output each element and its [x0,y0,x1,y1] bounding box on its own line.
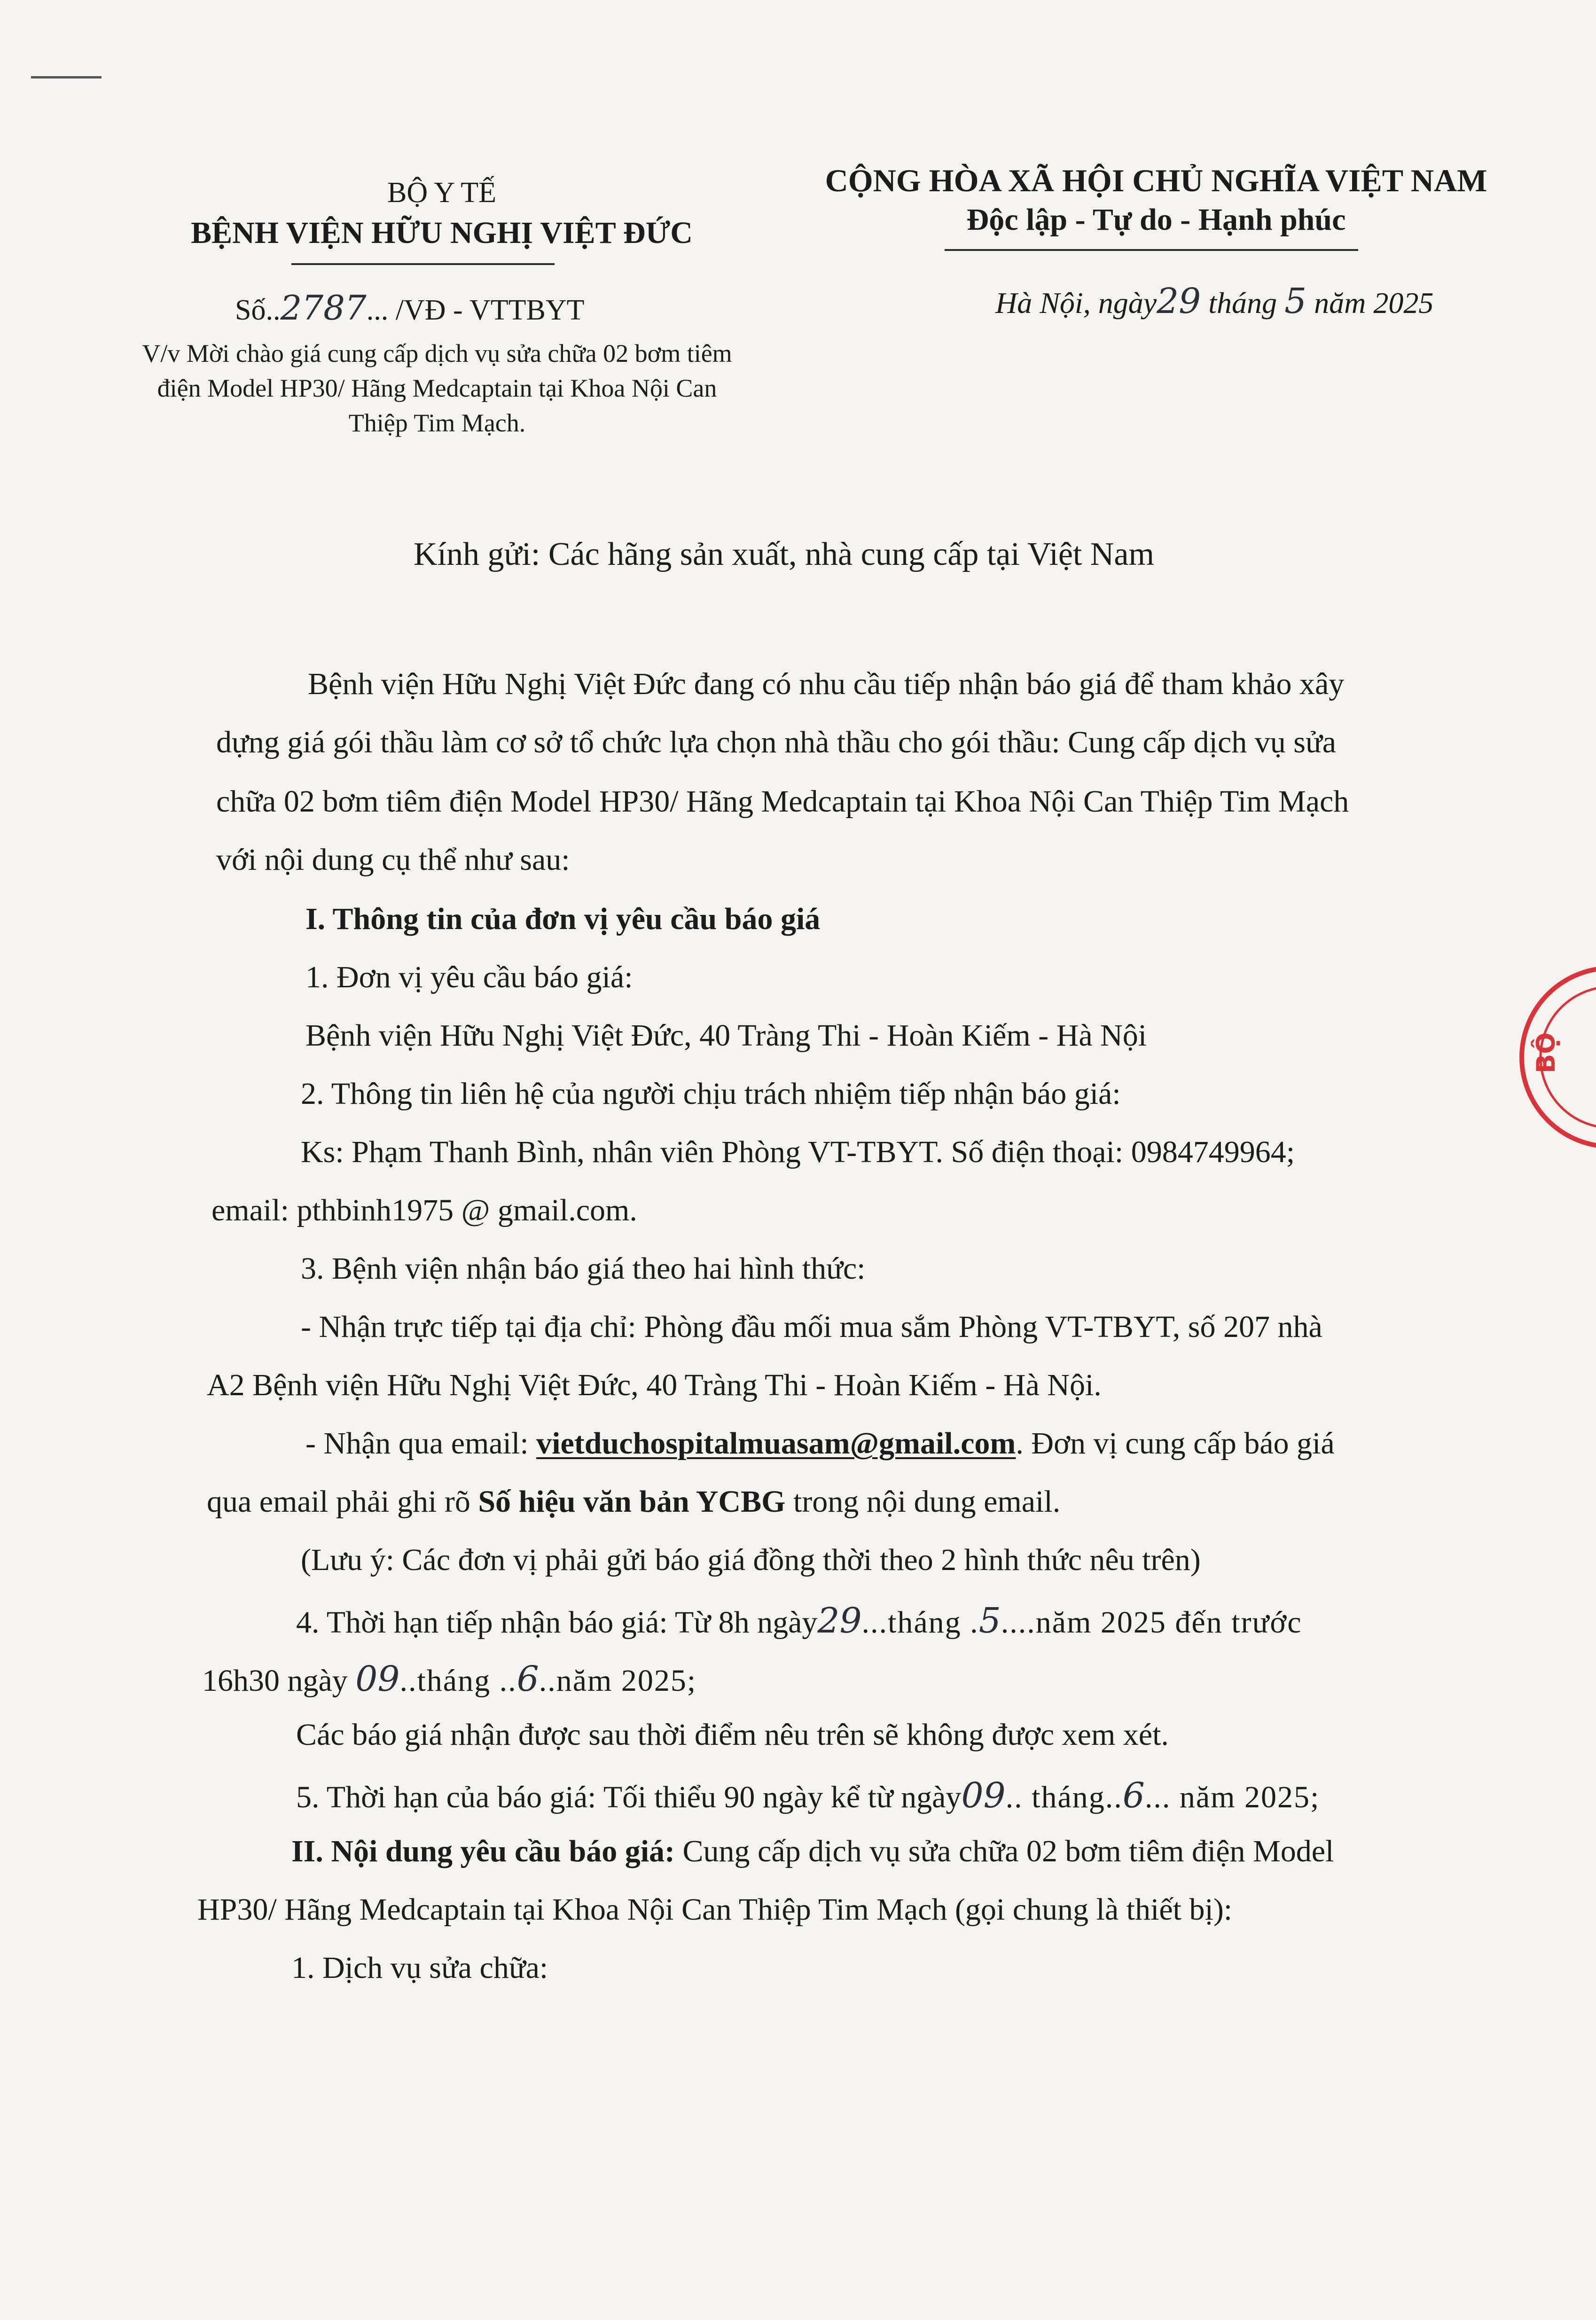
motto: Độc lập - Tự do - Hạnh phúc [966,203,1346,237]
item-4-line-2 [202,1659,696,1699]
date-prefix: Hà Nội, ngày [995,286,1157,320]
email-line-2-bold: Số hiệu văn bản YCBG [478,1484,786,1519]
section-2-title: II. Nội dung yêu cầu báo giá: [291,1834,675,1868]
item-4-line-2-suffix: ..năm 2025; [539,1664,697,1698]
item-4-line-2-mid: ..tháng .. [399,1664,517,1698]
subject-line-2: điện Model HP30/ Hãng Medcaptain tại Khoa Nội Can [157,374,717,402]
item-3-direct-line-1: - Nhận trực tiếp tại địa chỉ: Phòng đầu mối mua sắm Phòng VT-TBYT, số 207 nhà [301,1310,1322,1344]
item-2-line-1: Ks: Phạm Thanh Bình, nhân viên Phòng VT-TBYT. Số điện thoại: 0984749964; [301,1135,1295,1169]
email-suffix: . Đơn vị cung cấp báo giá [1016,1426,1335,1461]
subject-line-3: Thiệp Tim Mạch. [348,409,526,437]
subject-line-1: V/v Mời chào giá cung cấp dịch vụ sửa chữa 02 bơm tiêm [142,339,732,367]
item-4-prefix: 4. Thời hạn tiếp nhận báo giá: Từ 8h ngày [296,1605,818,1640]
item-5-suffix: ... năm 2025; [1144,1780,1320,1814]
item-4-note: Các báo giá nhận được sau thời điểm nêu trên sẽ không được xem xét. [296,1718,1169,1752]
date-month-label: tháng [1208,286,1277,320]
item-1-value: Bệnh viện Hữu Nghị Việt Đức, 40 Tràng Thi - Hoàn Kiếm - Hà Nội [305,1018,1147,1053]
hospital-underline [291,263,555,265]
item-5-day: 09 [961,1775,1006,1816]
email-line-2-prefix: qua email phải ghi rõ [207,1484,478,1519]
item-5-prefix: 5. Thời hạn của báo giá: Tối thiểu 90 ngày kể từ ngày [296,1780,962,1814]
item-5-month: 6 [1122,1775,1145,1816]
email-line-2-suffix: trong nội dung email. [785,1484,1061,1519]
item-1-label: 1. Đơn vị yêu cầu báo giá: [305,960,633,994]
item-4-day: 29 [817,1601,862,1641]
email-prefix: - Nhận qua email: [305,1426,537,1461]
intro-line-4: với nội dung cụ thể như sau: [216,843,570,877]
seal-text: BỘ [1531,1032,1561,1073]
scan-mark [31,76,102,78]
item-4-end-day: 09 [355,1659,400,1699]
section-1-title: I. Thông tin của đơn vị yêu cầu báo giá [305,902,821,936]
date-day: 29 [1157,281,1201,321]
intro-line-2: dựng giá gói thầu làm cơ sở tổ chức lựa chọn nhà thầu cho gói thầu: Cung cấp dịch vụ sửa [216,725,1337,759]
recipient: Kính gửi: Các hãng sản xuất, nhà cung cấp tại Việt Nam [414,536,1154,572]
section-2-item-1: 1. Dịch vụ sửa chữa: [291,1951,548,1985]
item-3-email-line [305,1426,1335,1461]
item-4-end-month: 6 [516,1659,539,1699]
item-3-label: 3. Bệnh viện nhận báo giá theo hai hình thức: [301,1251,866,1286]
item-4-line-1 [296,1601,1302,1641]
number-prefix: Số.. [235,294,281,326]
hospital-name: BỆNH VIỆN HỮU NGHỊ VIỆT ĐỨC [191,216,693,250]
item-4-mid-1: ...tháng . [861,1605,979,1640]
item-5-mid: .. tháng.. [1005,1780,1123,1814]
section-2-line-2: HP30/ Hãng Medcaptain tại Khoa Nội Can Thiệp Tim Mạch (gọi chung là thiết bị): [197,1892,1233,1927]
item-3-direct-line-2: A2 Bệnh viện Hữu Nghị Việt Đức, 40 Tràng Thi - Hoàn Kiếm - Hà Nội. [207,1368,1102,1402]
number-suffix: ... /VĐ - VTTBYT [366,294,585,326]
ministry-name: BỘ Y TẾ [387,177,496,209]
item-3-email-line-2 [207,1484,1060,1520]
date-month: 5 [1284,281,1307,321]
item-4-month: 5 [978,1601,1001,1641]
section-2-title-rest: Cung cấp dịch vụ sửa chữa 02 bơm tiêm điện Model [675,1834,1334,1868]
section-2-title-line [291,1834,1334,1869]
motto-underline [945,249,1358,251]
date-year-label: năm 2025 [1314,286,1434,320]
note: (Lưu ý: Các đơn vị phải gửi báo giá đồng thời theo 2 hình thức nêu trên) [301,1543,1201,1577]
intro-line-1: Bệnh viện Hữu Nghị Việt Đức đang có nhu cầu tiếp nhận báo giá để tham khảo xây [308,667,1345,701]
email-link[interactable]: vietduchospitalmuasam@gmail.com [536,1426,1016,1461]
item-4-line-2-prefix: 16h30 ngày [202,1664,356,1698]
item-2-label: 2. Thông tin liên hệ của người chịu trách nhiệm tiếp nhận báo giá: [301,1077,1121,1111]
subject-block [94,336,780,440]
item-5-line [296,1775,1320,1816]
country-name: CỘNG HÒA XÃ HỘI CHỦ NGHĨA VIỆT NAM [825,163,1487,198]
number-handwritten: 2787 [280,288,367,328]
item-4-mid-2: ....năm 2025 đến trước [1001,1605,1302,1640]
hospital-seal-icon [1517,949,1596,1165]
item-2-line-2: email: pthbinh1975 @ gmail.com. [211,1193,637,1227]
intro-line-3: chữa 02 bơm tiêm điện Model HP30/ Hãng Medcaptain tại Khoa Nội Can Thiệp Tim Mạch [216,784,1349,819]
document-number [235,288,585,328]
issue-date [995,281,1433,321]
